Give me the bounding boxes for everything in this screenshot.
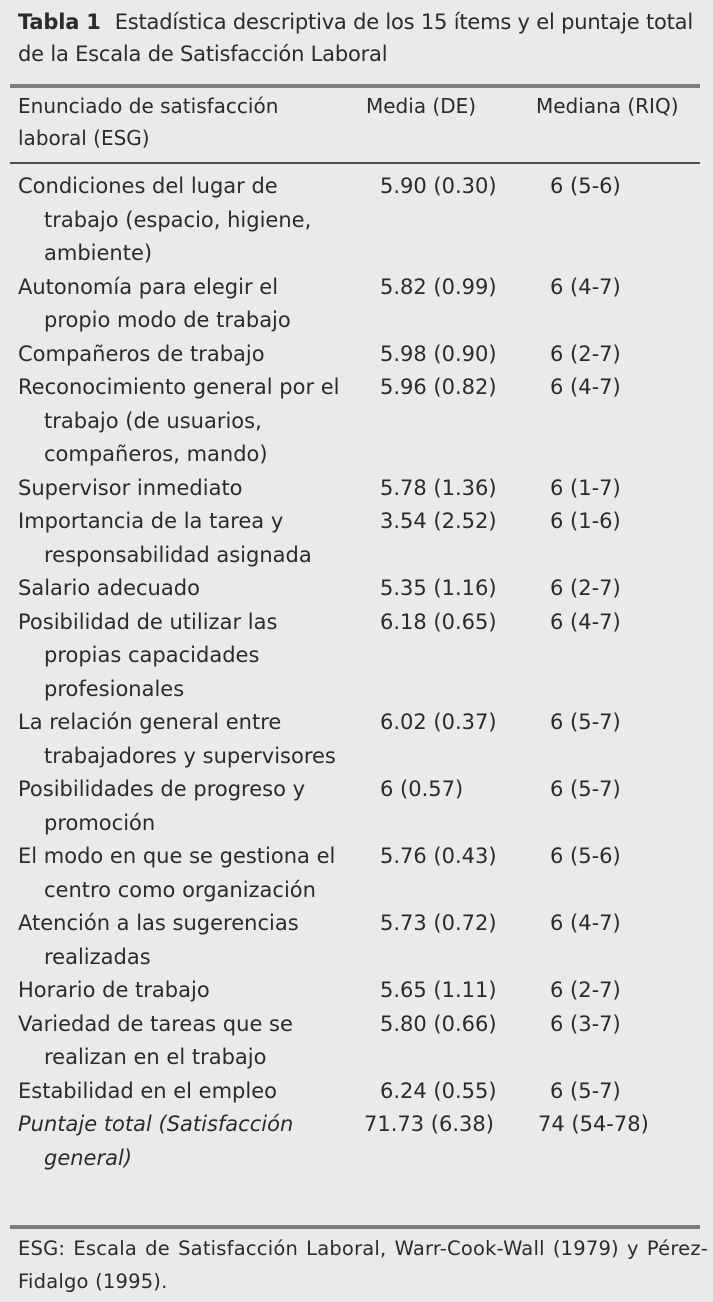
item-cell: Atención a las sugerencias realizadas [18,911,299,969]
mean-cell: 5.78 (1.36) [380,475,497,500]
item-cell: Condiciones del lugar de trabajo (espacio, higiene, ambiente) [18,174,312,265]
table-body [18,170,710,1175]
median-cell: 6 (1-6) [550,509,621,533]
table-row [18,706,710,773]
table-row [18,773,710,840]
mean-cell: 5.73 (0.72) [380,911,497,935]
median-cell: 6 (5-6) [550,844,621,868]
table-caption [18,6,703,70]
mean-cell: 5.98 (0.90) [380,341,497,366]
table-row [18,271,710,338]
table-row [18,1008,710,1075]
table-row [18,1075,710,1109]
item-cell: Salario adecuado [18,576,200,600]
table-title: Estadística descriptiva de los 15 ítems y el puntaje total de la Escala de Satisfacción Laboral [18,10,693,66]
mean-cell: 5.96 (0.82) [380,375,497,399]
bottom-rule [10,1225,700,1229]
header-mean: Media (DE) [366,94,477,118]
median-cell: 6 (5-7) [550,777,621,801]
median-cell: 6 (4-7) [550,375,621,399]
mean-cell: 5.80 (0.66) [380,1011,497,1036]
total-row [18,1108,710,1175]
header-item: Enunciado de satisfacción laboral (ESG) [18,94,279,150]
table-row [18,840,710,907]
item-cell: Supervisor inmediato [18,475,243,500]
mean-cell: 5.76 (0.43) [380,844,497,868]
table-row [18,572,710,606]
table-row [18,505,710,572]
median-cell: 6 (4-7) [550,609,621,634]
table-footnote: ESG: Escala de Satisfacción Laboral, Warr-Cook-Wall (1979) y Pérez-Fidalgo (1995). [18,1237,708,1293]
median-cell: 6 (2-7) [550,978,621,1002]
table-row [18,338,710,372]
table-row [18,472,710,506]
median-cell: 6 (2-7) [550,576,621,600]
item-cell: Posibilidad de utilizar las propias capacidades profesionales [18,609,278,701]
mean-cell: 6.24 (0.55) [380,1078,497,1103]
mean-cell: 3.54 (2.52) [380,509,497,533]
median-cell: 6 (3-7) [550,1011,621,1036]
item-cell: Horario de trabajo [18,978,210,1002]
mean-cell: 6 (0.57) [380,777,464,801]
median-cell: 6 (1-7) [550,475,621,500]
item-cell: Compañeros de trabajo [18,341,265,366]
mean-cell: 6.18 (0.65) [380,609,497,634]
header-median: Mediana (RIQ) [536,94,679,118]
item-cell: La relación general entre trabajadores y supervisores [18,710,336,768]
item-cell: Autonomía para elegir el propio modo de trabajo [18,274,291,332]
mean-cell: 5.90 (0.30) [380,174,497,198]
item-cell: Estabilidad en el empleo [18,1078,277,1103]
mean-cell: 5.82 (0.99) [380,274,497,299]
median-cell: 6 (2-7) [550,341,621,366]
table-row [18,170,710,271]
table-row [18,907,710,974]
total-median-cell: 74 (54-78) [538,1112,649,1136]
item-cell: Variedad de tareas que se realizan en el trabajo [18,1011,293,1069]
item-cell: Posibilidades de progreso y promoción [18,777,306,835]
item-cell: El modo en que se gestiona el centro como organización [18,844,336,902]
median-cell: 6 (4-7) [550,274,621,299]
mean-cell: 5.35 (1.16) [380,576,497,600]
mean-cell: 5.65 (1.11) [380,978,497,1002]
total-item-cell: Puntaje total (Satisfacción general) [18,1112,294,1170]
table-row [18,974,710,1008]
median-cell: 6 (4-7) [550,911,621,935]
table-label: Tabla 1 [18,10,101,34]
top-rule [10,84,700,88]
median-cell: 6 (5-7) [550,710,621,734]
item-cell: Reconocimiento general por el trabajo (de usuarios, compañeros, mando) [18,375,340,466]
item-cell: Importancia de la tarea y responsabilidad asignada [18,509,312,567]
median-cell: 6 (5-6) [550,174,621,198]
total-mean-cell: 71.73 (6.38) [364,1112,494,1136]
median-cell: 6 (5-7) [550,1078,621,1103]
header-rule [10,162,700,164]
table-row [18,371,710,472]
table-row [18,606,710,707]
mean-cell: 6.02 (0.37) [380,710,497,734]
